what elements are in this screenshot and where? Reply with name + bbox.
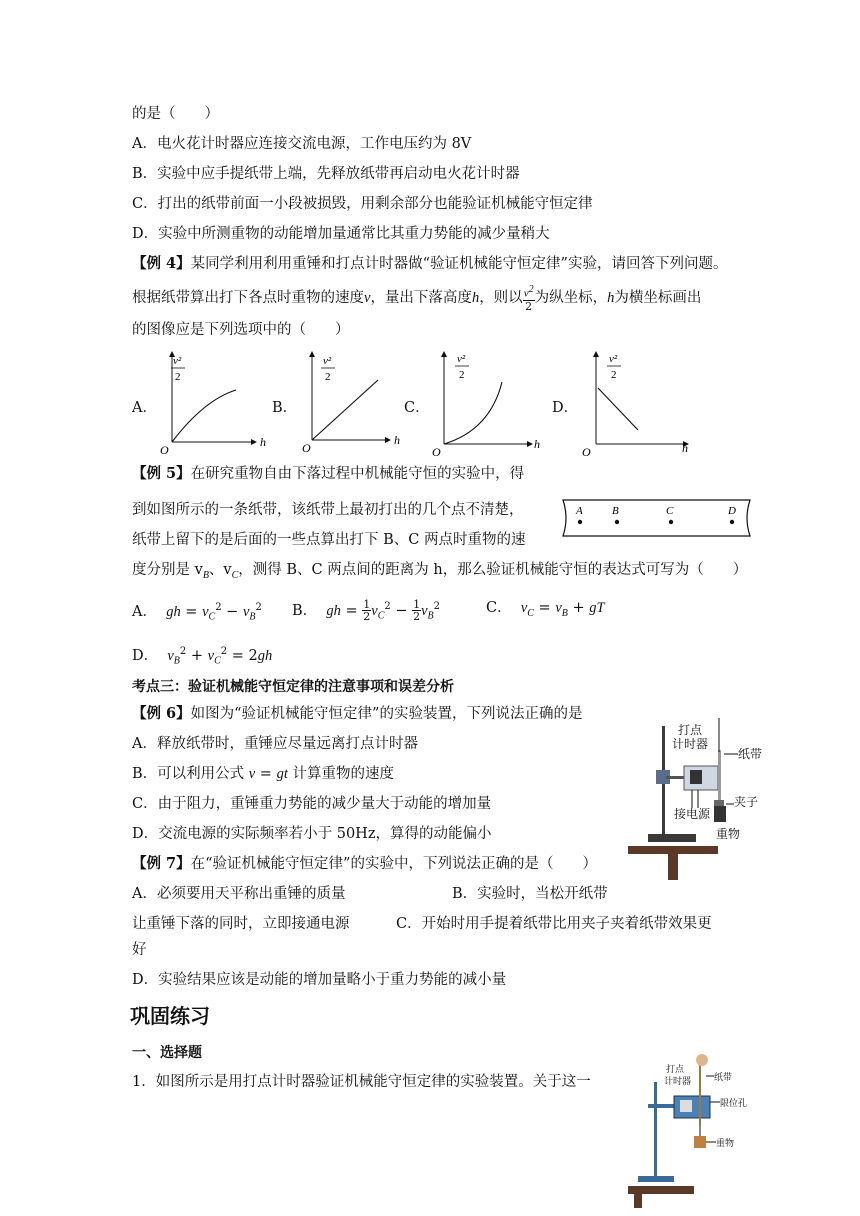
example-4-line1: 【例 4】某同学利用利用重锤和打点计时器做“验证机械能守恒定律”实验，请回答下列问题。 <box>132 255 728 272</box>
svg-text:B: B <box>612 505 619 517</box>
svg-text:打点: 打点 <box>678 723 703 737</box>
svg-text:限位孔: 限位孔 <box>720 1098 748 1108</box>
q3-option-d: D．实验中所测重物的动能增加量通常比其重力势能的减少量稍大 <box>132 226 550 242</box>
svg-text:计时器: 计时器 <box>664 1076 692 1086</box>
example-6-option-c: C．由于阻力，重锤重力势能的减少量大于动能的增加量 <box>132 796 492 812</box>
question-tail: 的是（ ） <box>132 106 219 122</box>
section-choice-heading: 一、选择题 <box>132 1045 202 1061</box>
example-5-line4: 度分别是 $v_B$、$v_C$，测得 B、C 两点间的距离为 h，那么验证机械能守恒的表达式可写为（ ） <box>132 562 748 581</box>
svg-text:h: h <box>534 437 540 451</box>
example-4-line2: 根据纸带算出打下各点时重物的速度v，量出下落高度h，则以 $\frac{v^2}{2}$ 为纵坐标，h为横坐标画出 <box>132 284 702 313</box>
svg-text:2: 2 <box>325 371 331 383</box>
graph-label-a: A． <box>132 400 157 416</box>
example-5-option-a: A． gh = $v_C^2 - v_B^2$ <box>132 602 262 623</box>
graph-a <box>152 348 274 458</box>
q3-option-b: B．实验中应手提纸带上端，先释放纸带再启动电火花计时器 <box>132 166 520 182</box>
graph-label-d: D． <box>552 400 579 416</box>
svg-text:v²: v² <box>609 353 618 365</box>
fraction-v2-over-2: $\frac{v^2}{2}$ <box>523 284 534 313</box>
example-5-line3: 纸带上留下的是后面的一些点算出打下 B、C 两点时重物的速 <box>132 532 526 548</box>
example-4-tag: 【例 4】 <box>132 255 191 272</box>
svg-text:2: 2 <box>611 369 617 381</box>
svg-text:打点: 打点 <box>666 1064 685 1074</box>
example-7-option-c-cont: 好 <box>132 942 147 958</box>
example-5-line2: 到如图所示的一条纸带，该纸带上最初打出的几个点不清楚， <box>132 502 524 518</box>
svg-text:O: O <box>432 445 441 459</box>
example-7-stem: 【例 7】在“验证机械能守恒定律”的实验中，下列说法正确的是（ ） <box>132 855 597 872</box>
svg-text:v²: v² <box>457 353 466 365</box>
svg-text:O: O <box>582 445 591 459</box>
svg-text:h: h <box>394 433 400 447</box>
example-5-option-d: D． $v_B^2 + v_C^2 = 2gh$ <box>132 646 273 667</box>
paper-tape-figure <box>560 494 756 544</box>
example-7-option-a: A．必须要用天平称出重锤的质量 <box>132 886 346 902</box>
example-5-line1: 【例 5】在研究重物自由下落过程中机械能守恒的实验中，得 <box>132 465 525 482</box>
graph-b <box>294 348 416 458</box>
example-5-option-b: B． gh = $\frac{1}{2}$ $v_C^2$ − $\frac{1}{2}$ $v_B^2$ <box>292 598 441 624</box>
graph-label-b: B． <box>272 400 298 416</box>
svg-text:v²: v² <box>173 355 182 367</box>
example-6-option-b: B．可以利用公式 v = gt 计算重物的速度 <box>132 766 394 782</box>
apparatus-figure-2 <box>624 1052 760 1212</box>
practice-question-1: 1．如图所示是用打点计时器验证机械能守恒定律的实验装置。关于这一 <box>132 1074 591 1090</box>
svg-text:C: C <box>666 505 674 517</box>
example-7-option-d: D．实验结果应该是动能的增加量略小于重力势能的减小量 <box>132 972 507 988</box>
svg-text:纸带: 纸带 <box>714 1072 733 1082</box>
svg-text:2: 2 <box>175 371 181 383</box>
svg-text:夹子: 夹子 <box>734 795 759 809</box>
graph-d <box>578 348 702 460</box>
example-5-option-c: C． $v_C = v_B$ + gT <box>486 600 605 619</box>
example-5-tag: 【例 5】 <box>132 465 191 482</box>
apparatus-figure-1 <box>620 712 780 882</box>
example-7-option-b: B．实验时，当松开纸带 <box>452 886 608 902</box>
graph-c <box>424 348 548 460</box>
key-point-3-heading: 考点三：验证机械能守恒定律的注意事项和误差分析 <box>132 679 454 695</box>
svg-text:2: 2 <box>459 369 465 381</box>
svg-text:O: O <box>160 443 169 457</box>
example-6-option-a: A．释放纸带时，重锤应尽量远离打点计时器 <box>132 736 418 752</box>
svg-text:D: D <box>728 505 736 517</box>
practice-title: 巩固练习 <box>130 1004 210 1028</box>
svg-text:h: h <box>682 441 688 455</box>
example-7-option-b-cont: 让重锤下落的同时，立即接通电源 <box>132 916 350 932</box>
graph-label-c: C． <box>404 400 430 416</box>
svg-text:重物: 重物 <box>716 827 741 841</box>
svg-text:h: h <box>260 435 266 449</box>
q3-option-a: A．电火花计时器应连接交流电源，工作电压约为 8V <box>132 136 472 152</box>
svg-text:计时器: 计时器 <box>672 737 709 751</box>
example-6-stem: 【例 6】如图为“验证机械能守恒定律”的实验装置，下列说法正确的是 <box>132 705 583 722</box>
svg-text:v²: v² <box>323 355 332 367</box>
example-4-line3: 的图像应是下列选项中的（ ） <box>132 322 350 338</box>
svg-text:A: A <box>576 505 583 517</box>
q3-option-c: C．打出的纸带前面一小段被损毁，用剩余部分也能验证机械能守恒定律 <box>132 196 593 212</box>
svg-text:接电源: 接电源 <box>674 807 711 821</box>
svg-text:重物: 重物 <box>716 1138 735 1148</box>
svg-text:O: O <box>302 441 311 455</box>
example-6-option-d: D．交流电源的实际频率若小于 50Hz，算得的动能偏小 <box>132 826 492 842</box>
svg-text:纸带: 纸带 <box>738 747 763 761</box>
example-7-option-c: C．开始时用手提着纸带比用夹子夹着纸带效果更 <box>396 916 712 932</box>
